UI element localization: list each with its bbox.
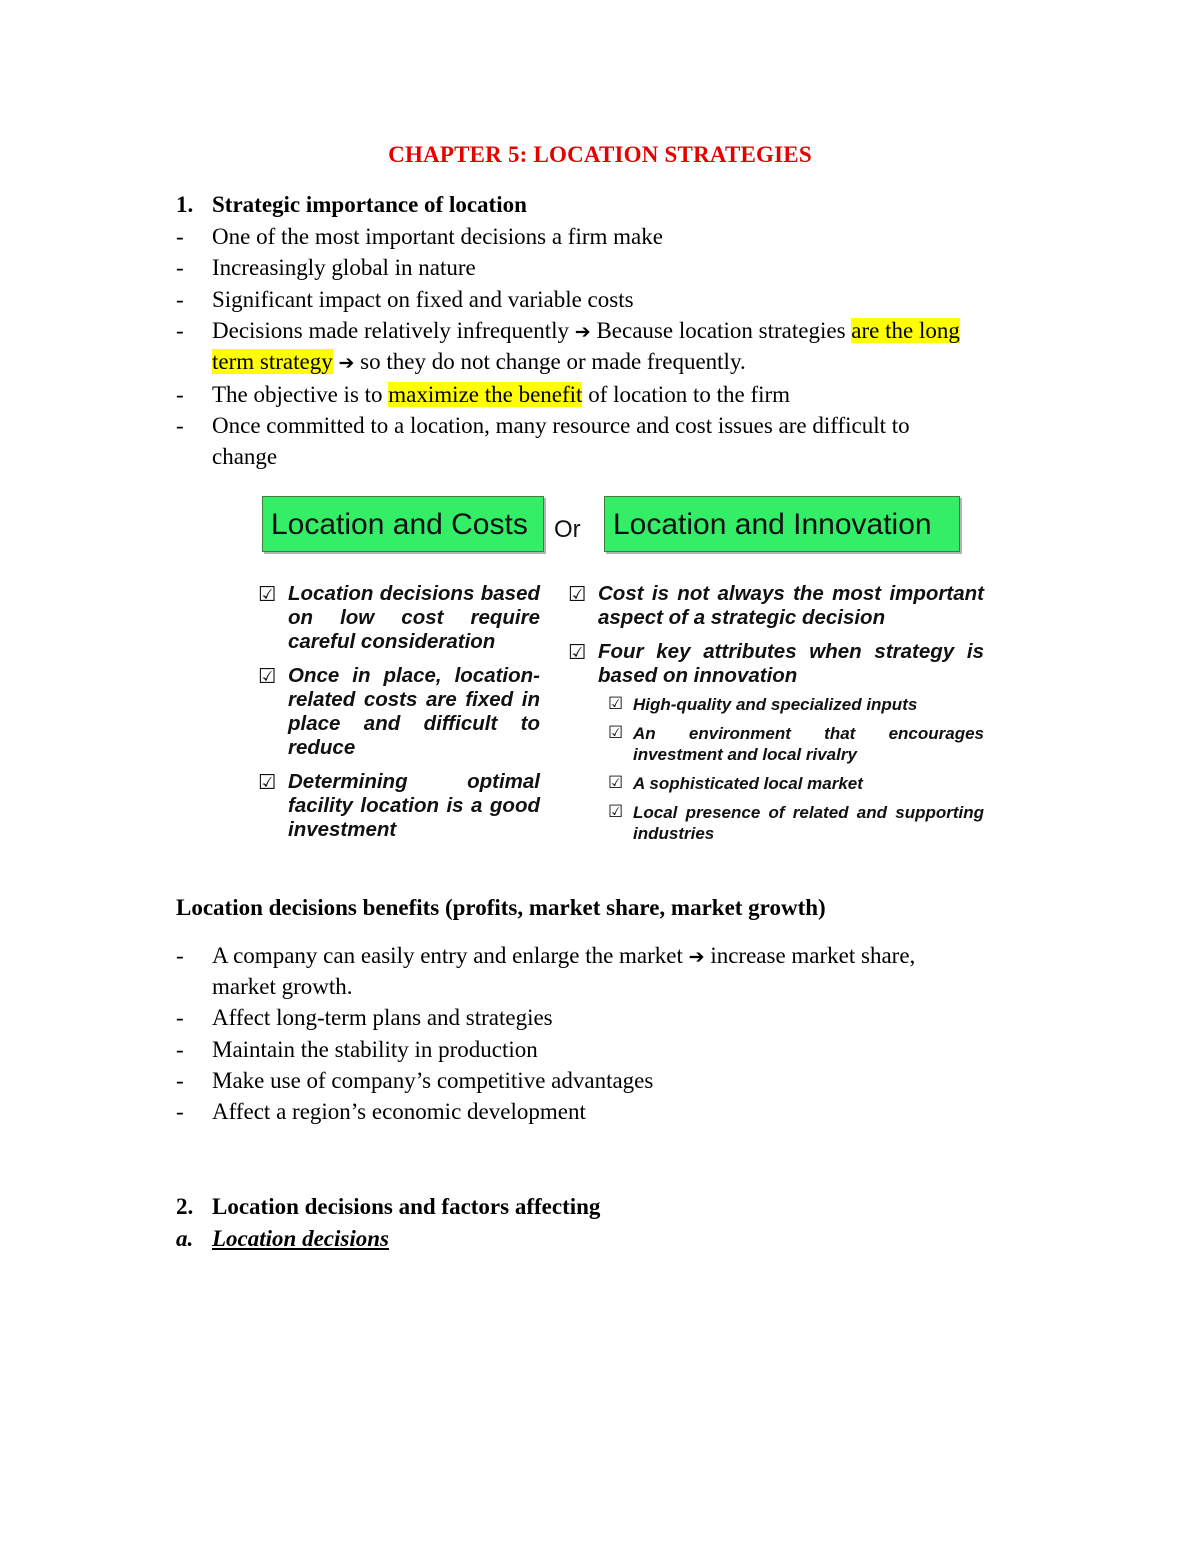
location-costs-title: Location and Costs	[262, 496, 544, 552]
bullet-text: market growth.	[212, 974, 353, 999]
section-heading: Strategic importance of location	[212, 192, 527, 217]
list-item-text: Determining optimal facility location is a good investment	[288, 770, 540, 841]
list-item-text: An environment that encourages investment and local rivalry	[633, 724, 984, 764]
list-item	[568, 640, 984, 688]
bullet-text	[212, 315, 960, 348]
bullet-text: Affect a region’s economic development	[212, 1099, 586, 1124]
bullet-text: Affect long-term plans and strategies	[212, 1005, 553, 1030]
section-number: 2.	[176, 1194, 194, 1219]
chapter-title: CHAPTER 5: LOCATION STRATEGIES	[388, 142, 812, 167]
bullet-text-part: Because location strategies	[590, 318, 852, 343]
location-innovation-list	[568, 582, 984, 844]
subsection-heading: Location decisions	[212, 1226, 389, 1251]
bullet-dash: -	[176, 413, 184, 438]
arrow-icon: ➔	[688, 946, 705, 968]
list-item	[568, 582, 984, 630]
list-item-text: Four key attributes when strategy is based on innovation	[598, 640, 984, 687]
arrow-icon: ➔	[574, 321, 591, 343]
list-item-text: Cost is not always the most important aspect of a strategic decision	[598, 582, 984, 629]
bullet-dash: -	[176, 255, 184, 280]
bullet-text	[212, 379, 790, 410]
sub-list-item	[608, 723, 984, 765]
checkbox-icon: ☑	[608, 802, 624, 822]
bullet-text-part: Decisions made relatively infrequently	[212, 318, 575, 343]
checkbox-icon: ☑	[568, 640, 587, 664]
bullet-dash: -	[176, 1099, 184, 1124]
list-item-text: A sophisticated local market	[633, 774, 863, 793]
location-costs-list	[258, 582, 540, 842]
bullet-dash: -	[176, 224, 184, 249]
bullet-dash: -	[176, 943, 184, 968]
bullet-text-part: The objective is to	[212, 382, 389, 407]
checkbox-icon: ☑	[608, 723, 624, 743]
sub-list-item	[608, 802, 984, 844]
bullet-dash: -	[176, 1005, 184, 1030]
bullet-text: change	[212, 444, 278, 469]
highlighted-text: maximize the benefit	[388, 382, 583, 407]
checkbox-icon: ☑	[258, 582, 277, 606]
checkbox-icon: ☑	[258, 664, 277, 688]
section-number: 1.	[176, 192, 194, 217]
list-item-text: Location decisions based on low cost require careful consideration	[288, 582, 540, 653]
bullet-text	[212, 346, 746, 379]
list-item	[258, 664, 540, 760]
checkbox-icon: ☑	[568, 582, 587, 606]
bullet-text: Significant impact on fixed and variable costs	[212, 287, 634, 312]
list-item-text: Local presence of related and supporting industries	[633, 803, 984, 843]
bullet-text-part: A company can easily entry and enlarge the market	[212, 943, 689, 968]
checkbox-icon: ☑	[258, 770, 277, 794]
section-heading: Location decisions and factors affecting	[212, 1194, 601, 1219]
highlighted-text: term strategy	[212, 349, 333, 374]
list-item-text: Once in place, location-related costs are fixed in place and difficult to reduce	[288, 664, 540, 759]
sub-list-item	[608, 694, 984, 715]
or-label: Or	[554, 516, 581, 543]
bullet-dash: -	[176, 1068, 184, 1093]
bullet-text	[212, 940, 915, 973]
subsection-letter: a.	[176, 1226, 194, 1251]
list-item	[258, 582, 540, 654]
location-innovation-title: Location and Innovation	[604, 496, 960, 552]
checkbox-icon: ☑	[608, 694, 624, 714]
bullet-text: Maintain the stability in production	[212, 1037, 538, 1062]
list-item	[258, 770, 540, 842]
bullet-text: One of the most important decisions a firm make	[212, 224, 663, 249]
bullet-dash: -	[176, 382, 184, 407]
bullet-dash: -	[176, 1037, 184, 1062]
bullet-text: Once committed to a location, many resource and cost issues are difficult to	[212, 413, 910, 438]
checkbox-icon: ☑	[608, 773, 624, 793]
bullet-text-part: of location to the firm	[582, 382, 791, 407]
sub-list-item	[608, 773, 984, 794]
bullet-text: Make use of company’s competitive advantages	[212, 1068, 654, 1093]
bullet-text: Increasingly global in nature	[212, 255, 476, 280]
list-item-text: High-quality and specialized inputs	[633, 695, 918, 714]
bullet-dash: -	[176, 287, 184, 312]
location-comparison-figure	[252, 488, 988, 874]
benefits-heading: Location decisions benefits (profits, market share, market growth)	[176, 895, 826, 920]
arrow-icon: ➔	[338, 352, 355, 374]
bullet-dash: -	[176, 318, 184, 343]
bullet-text-part: so they do not change or made frequently.	[354, 349, 746, 374]
highlighted-text: are the long	[851, 318, 960, 343]
bullet-text-part: increase market share,	[704, 943, 916, 968]
